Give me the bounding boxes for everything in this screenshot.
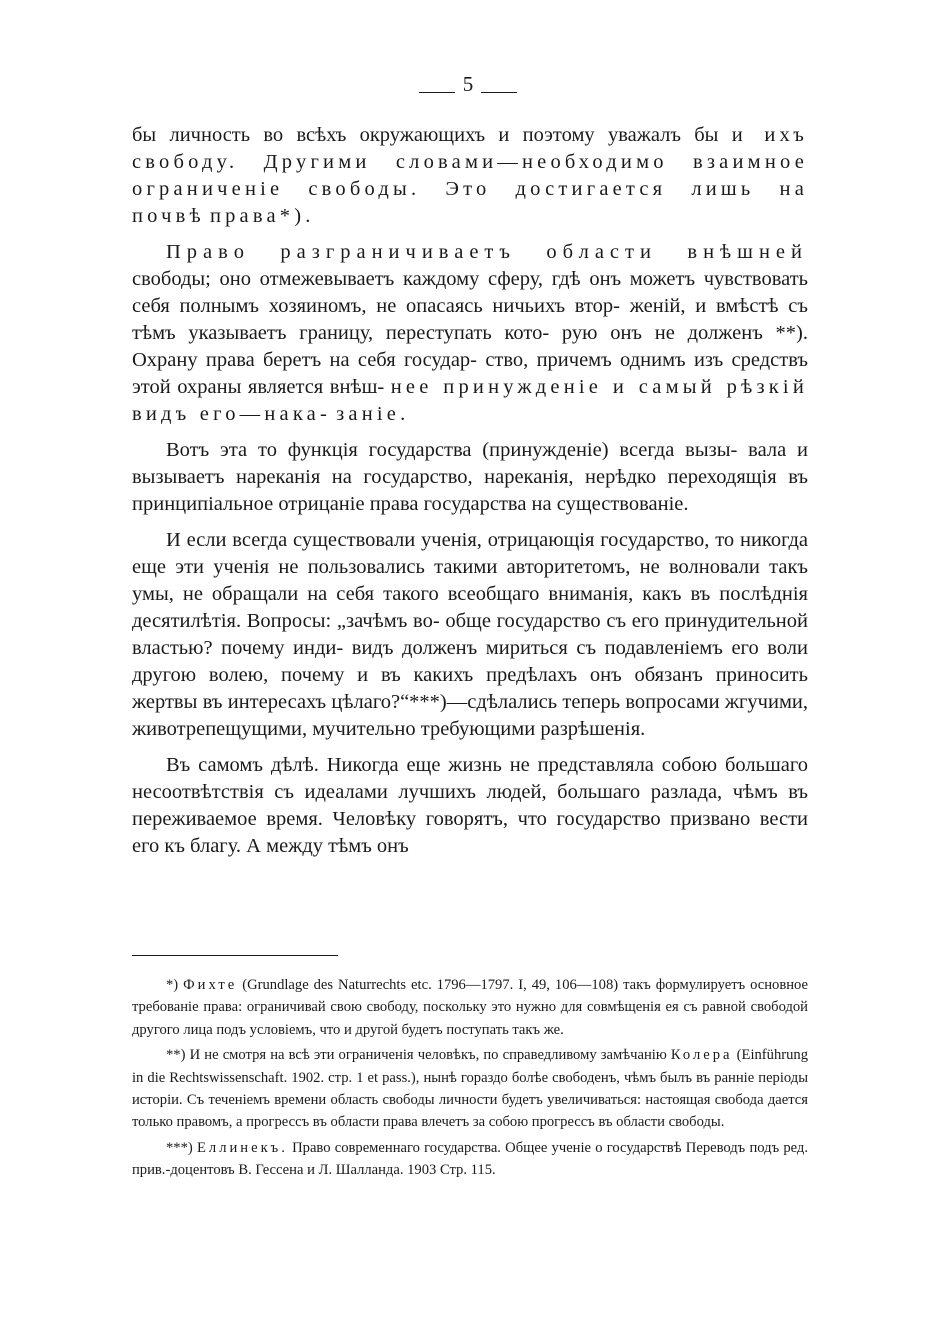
text-line: женій, и вмѣстѣ съ тѣмъ указываетъ границу, переступать кото- <box>132 295 809 344</box>
text-line: Право разграничиваетъ области внѣшней <box>166 241 808 263</box>
footnote-author: Фихте <box>183 977 238 993</box>
text-line: свободы; оно отмежевываетъ каждому сферу, гдѣ онъ можетъ <box>132 268 696 290</box>
footnote-marker: *) <box>166 977 179 993</box>
footnote-marker: ***) <box>166 1139 193 1156</box>
text-line: И если всегда существовали ученія, отрицающія государство, <box>166 529 710 551</box>
paragraph-5 <box>132 752 808 860</box>
text-line: почему и въ какихъ предѣлахъ онъ обязанъ приносить жертвы <box>132 664 808 713</box>
paragraph-2 <box>132 239 808 428</box>
page-number-dash-right <box>481 92 517 93</box>
footnote-1 <box>132 974 808 1041</box>
paragraph-4 <box>132 527 808 743</box>
text-line: и ихъ свободу. Другими словами—необходимо взаимное <box>132 124 808 173</box>
text-line: вниманія, какъ въ послѣднія десятилѣтія. Вопросы: „зачѣмъ во- <box>132 583 808 632</box>
text-line: ство, причемъ однимъ изъ средствъ этой охраны является внѣш- <box>132 349 808 398</box>
text-line: нее принужденіе и самый рѣзкій видъ его—нака- <box>132 376 808 425</box>
text-line: разлада, чѣмъ въ переживаемое время. Человѣку говорятъ, что <box>132 781 809 830</box>
paragraph-1 <box>132 122 808 230</box>
paragraph-3 <box>132 437 808 518</box>
footnote-text: Право современнаго государства. Общее ученіе о государствѣ Переводъ подъ ред. прив.-доцентовъ В. Гессена и Л. Шалланда. 1903 Стр. 115. <box>132 1139 808 1179</box>
footnote-author: Еллинекъ. <box>197 1139 288 1156</box>
footnote-text: (Grundlage des Naturrechts etc. 1796—1797. I, 49, 106—108) такъ формулируетъ основное требованіе права: ограничивай свою свободу, поскольку это нужно для совмѣщенія ея съ равной свободой другого лица подъ условіемъ, что и другой будетъ поступать такъ же. <box>132 977 808 1038</box>
footnote-divider <box>132 955 338 956</box>
text-line: вала и вызываетъ нареканія на государство, нареканія, нерѣдко <box>132 439 808 488</box>
text-line: существованіе. <box>556 493 689 515</box>
main-text <box>132 122 808 869</box>
text-line: видъ долженъ мириться съ подавленіемъ его воли другою волею, <box>132 637 808 686</box>
text-line: государство призвано вести его къ благу. А между тѣмъ онъ <box>132 808 808 857</box>
text-line: Вотъ эта то функція государства (принужденіе) всегда вызы- <box>166 439 738 461</box>
footnote-text: И не смотря на всѣ эти ограниченія человѣкъ, по справедливому замѣчанію <box>189 1047 667 1064</box>
text-line: бы личность во всѣхъ окружающихъ и поэтому уважалъ бы <box>132 124 719 146</box>
text-line: Въ самомъ дѣлѣ. Никогда еще жизнь не представляла собою <box>166 754 718 776</box>
page-number-dash-left <box>419 92 455 93</box>
text-line: не волновали такъ умы, не обращали на себя такого всеобщаго <box>132 556 809 605</box>
text-line: права*). <box>209 205 315 227</box>
text-line: животрепещущими, мучительно требующими разрѣшенія. <box>132 718 646 740</box>
footnote-3 <box>132 1137 808 1182</box>
text-line: ограниченіе свободы. Это достигается лишь на почвѣ <box>132 178 808 227</box>
text-line: обще государство съ его принудительной властью? почему инди- <box>132 610 808 659</box>
text-line: чувствовать себя полнымъ хозяиномъ, не опасаясь ничьихъ втор- <box>132 268 809 317</box>
footnote-2 <box>132 1044 808 1134</box>
text-line: то никогда еще эти ученія не пользовались такими авторитетомъ, <box>132 529 808 578</box>
footnotes <box>132 974 808 1185</box>
page-number-value: 5 <box>462 72 474 96</box>
text-line: переходящія въ принципіальное отрицаніе права государства на <box>132 466 808 515</box>
text-line: заніе. <box>336 403 410 425</box>
footnote-marker: **) <box>166 1047 186 1064</box>
footnote-author: Колера <box>670 1047 733 1064</box>
text-line: рую онъ не долженъ **). Охрану права беретъ на себя государ- <box>132 322 809 371</box>
footnote-text: (Einführung in die Rechtswissenschaft. 1902. стр. 1 et pass.), нынѣ гораздо болѣе свободенъ, чѣмъ былъ въ ранніе періоды исторіи. Съ теченіемъ времени область свободы личности будетъ увеличиваться: настоящая свобода дается только правомъ, а прогрессъ въ области права влечетъ за собою прогрессъ въ области свободы. <box>132 1047 809 1131</box>
text-line: въ интересахъ цѣлаго?“***)—сдѣлались теперь вопросами жгучими, <box>202 691 809 713</box>
text-line: большаго несоотвѣтствія съ идеалами лучшихъ людей, большаго <box>132 754 808 803</box>
page-number <box>0 72 936 96</box>
